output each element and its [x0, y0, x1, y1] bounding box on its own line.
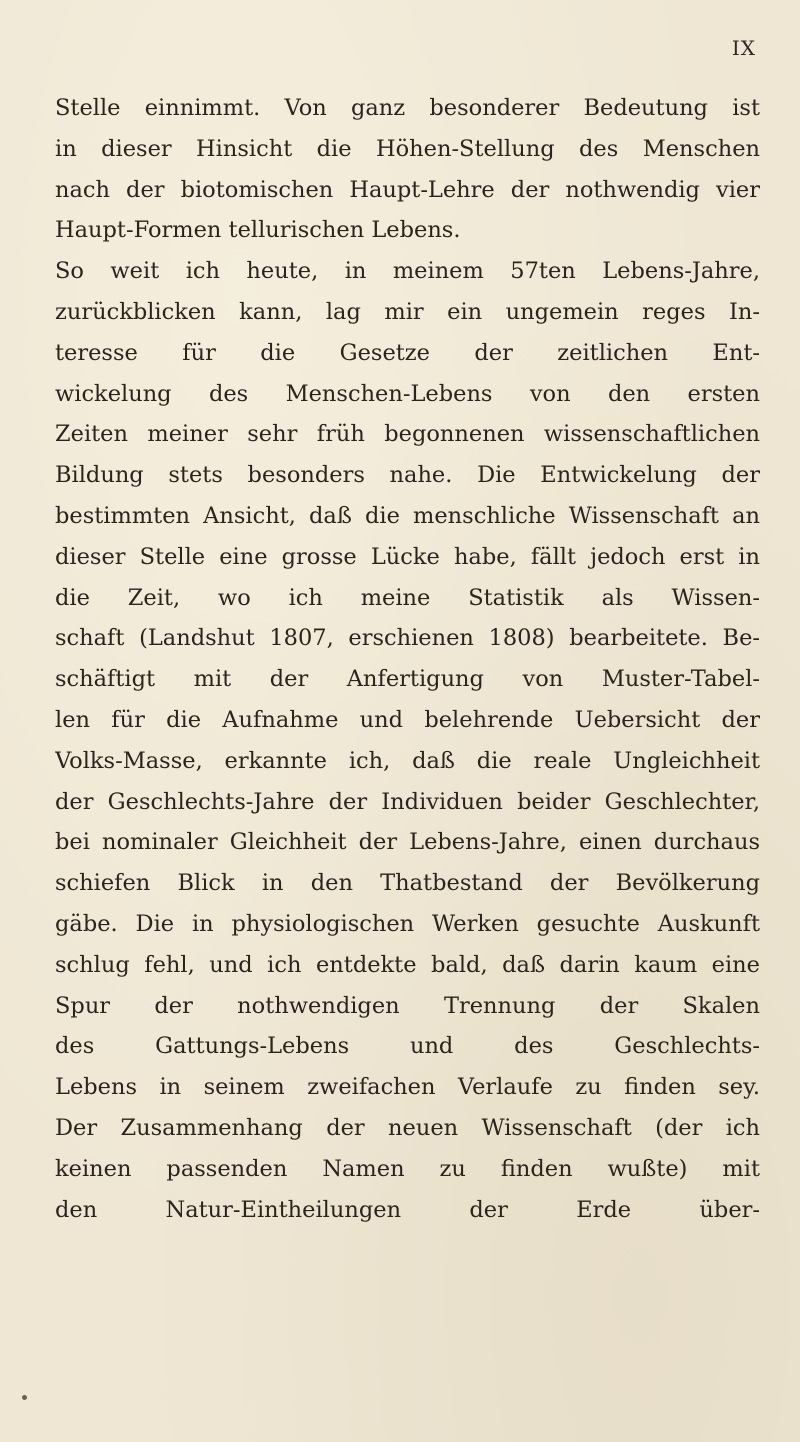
text-line: den Natur-Eintheilungen der Erde über-	[55, 1196, 760, 1223]
text-line: nach der biotomischen Haupt-Lehre der nothwendig vier	[55, 176, 760, 203]
text-line: in dieser Hinsicht die Höhen-Stellung des Menschen	[55, 135, 760, 162]
text-line: des Gattungs-Lebens und des Geschlechts-	[55, 1033, 760, 1060]
text-line: zurückblicken kann, lag mir ein ungemein reges In-	[55, 298, 760, 325]
text-line: schaft (Landshut 1807, erschienen 1808) bearbeitete. Be-	[55, 625, 760, 652]
page-number: IX	[731, 36, 756, 60]
text-line: So weit ich heute, in meinem 57ten Lebens-Jahre,	[55, 258, 760, 285]
text-line: Spur der nothwendigen Trennung der Skalen	[55, 992, 760, 1019]
text-line: schiefen Blick in den Thatbestand der Bevölkerung	[55, 870, 760, 897]
text-line: bei nominaler Gleichheit der Lebens-Jahre, einen durchaus	[55, 829, 760, 856]
text-line: Zeiten meiner sehr früh begonnenen wissenschaftlichen	[55, 421, 760, 448]
text-line: der Geschlechts-Jahre der Individuen beider Geschlechter,	[55, 788, 760, 815]
text-line: dieser Stelle eine grosse Lücke habe, fällt jedoch erst in	[55, 543, 760, 570]
text-line: len für die Aufnahme und belehrende Uebersicht der	[55, 706, 760, 733]
text-line: Der Zusammenhang der neuen Wissenschaft (der ich	[55, 1114, 760, 1141]
text-line: die Zeit, wo ich meine Statistik als Wissen-	[55, 584, 760, 611]
text-line: Haupt-Formen tellurischen Lebens.	[55, 217, 461, 244]
text-line: bestimmten Ansicht, daß die menschliche Wissenschaft an	[55, 502, 760, 529]
paper-speck	[22, 1395, 27, 1400]
text-line: Lebens in seinem zweifachen Verlaufe zu finden sey.	[55, 1074, 760, 1101]
text-line: Volks-Masse, erkannte ich, daß die reale Ungleichheit	[55, 747, 760, 774]
text-line: schäftigt mit der Anfertigung von Muster-Tabel-	[55, 666, 760, 693]
body-text	[55, 88, 760, 1230]
text-line: wickelung des Menschen-Lebens von den ersten	[55, 380, 760, 407]
text-line: keinen passenden Namen zu finden wußte) mit	[55, 1155, 760, 1182]
text-line: gäbe. Die in physiologischen Werken gesuchte Auskunft	[55, 910, 760, 937]
text-line: Bildung stets besonders nahe. Die Entwickelung der	[55, 462, 760, 489]
text-line: teresse für die Gesetze der zeitlichen Ent-	[55, 339, 760, 366]
text-line: schlug fehl, und ich entdekte bald, daß darin kaum eine	[55, 951, 760, 978]
text-line: Stelle einnimmt. Von ganz besonderer Bedeutung ist	[55, 95, 760, 121]
